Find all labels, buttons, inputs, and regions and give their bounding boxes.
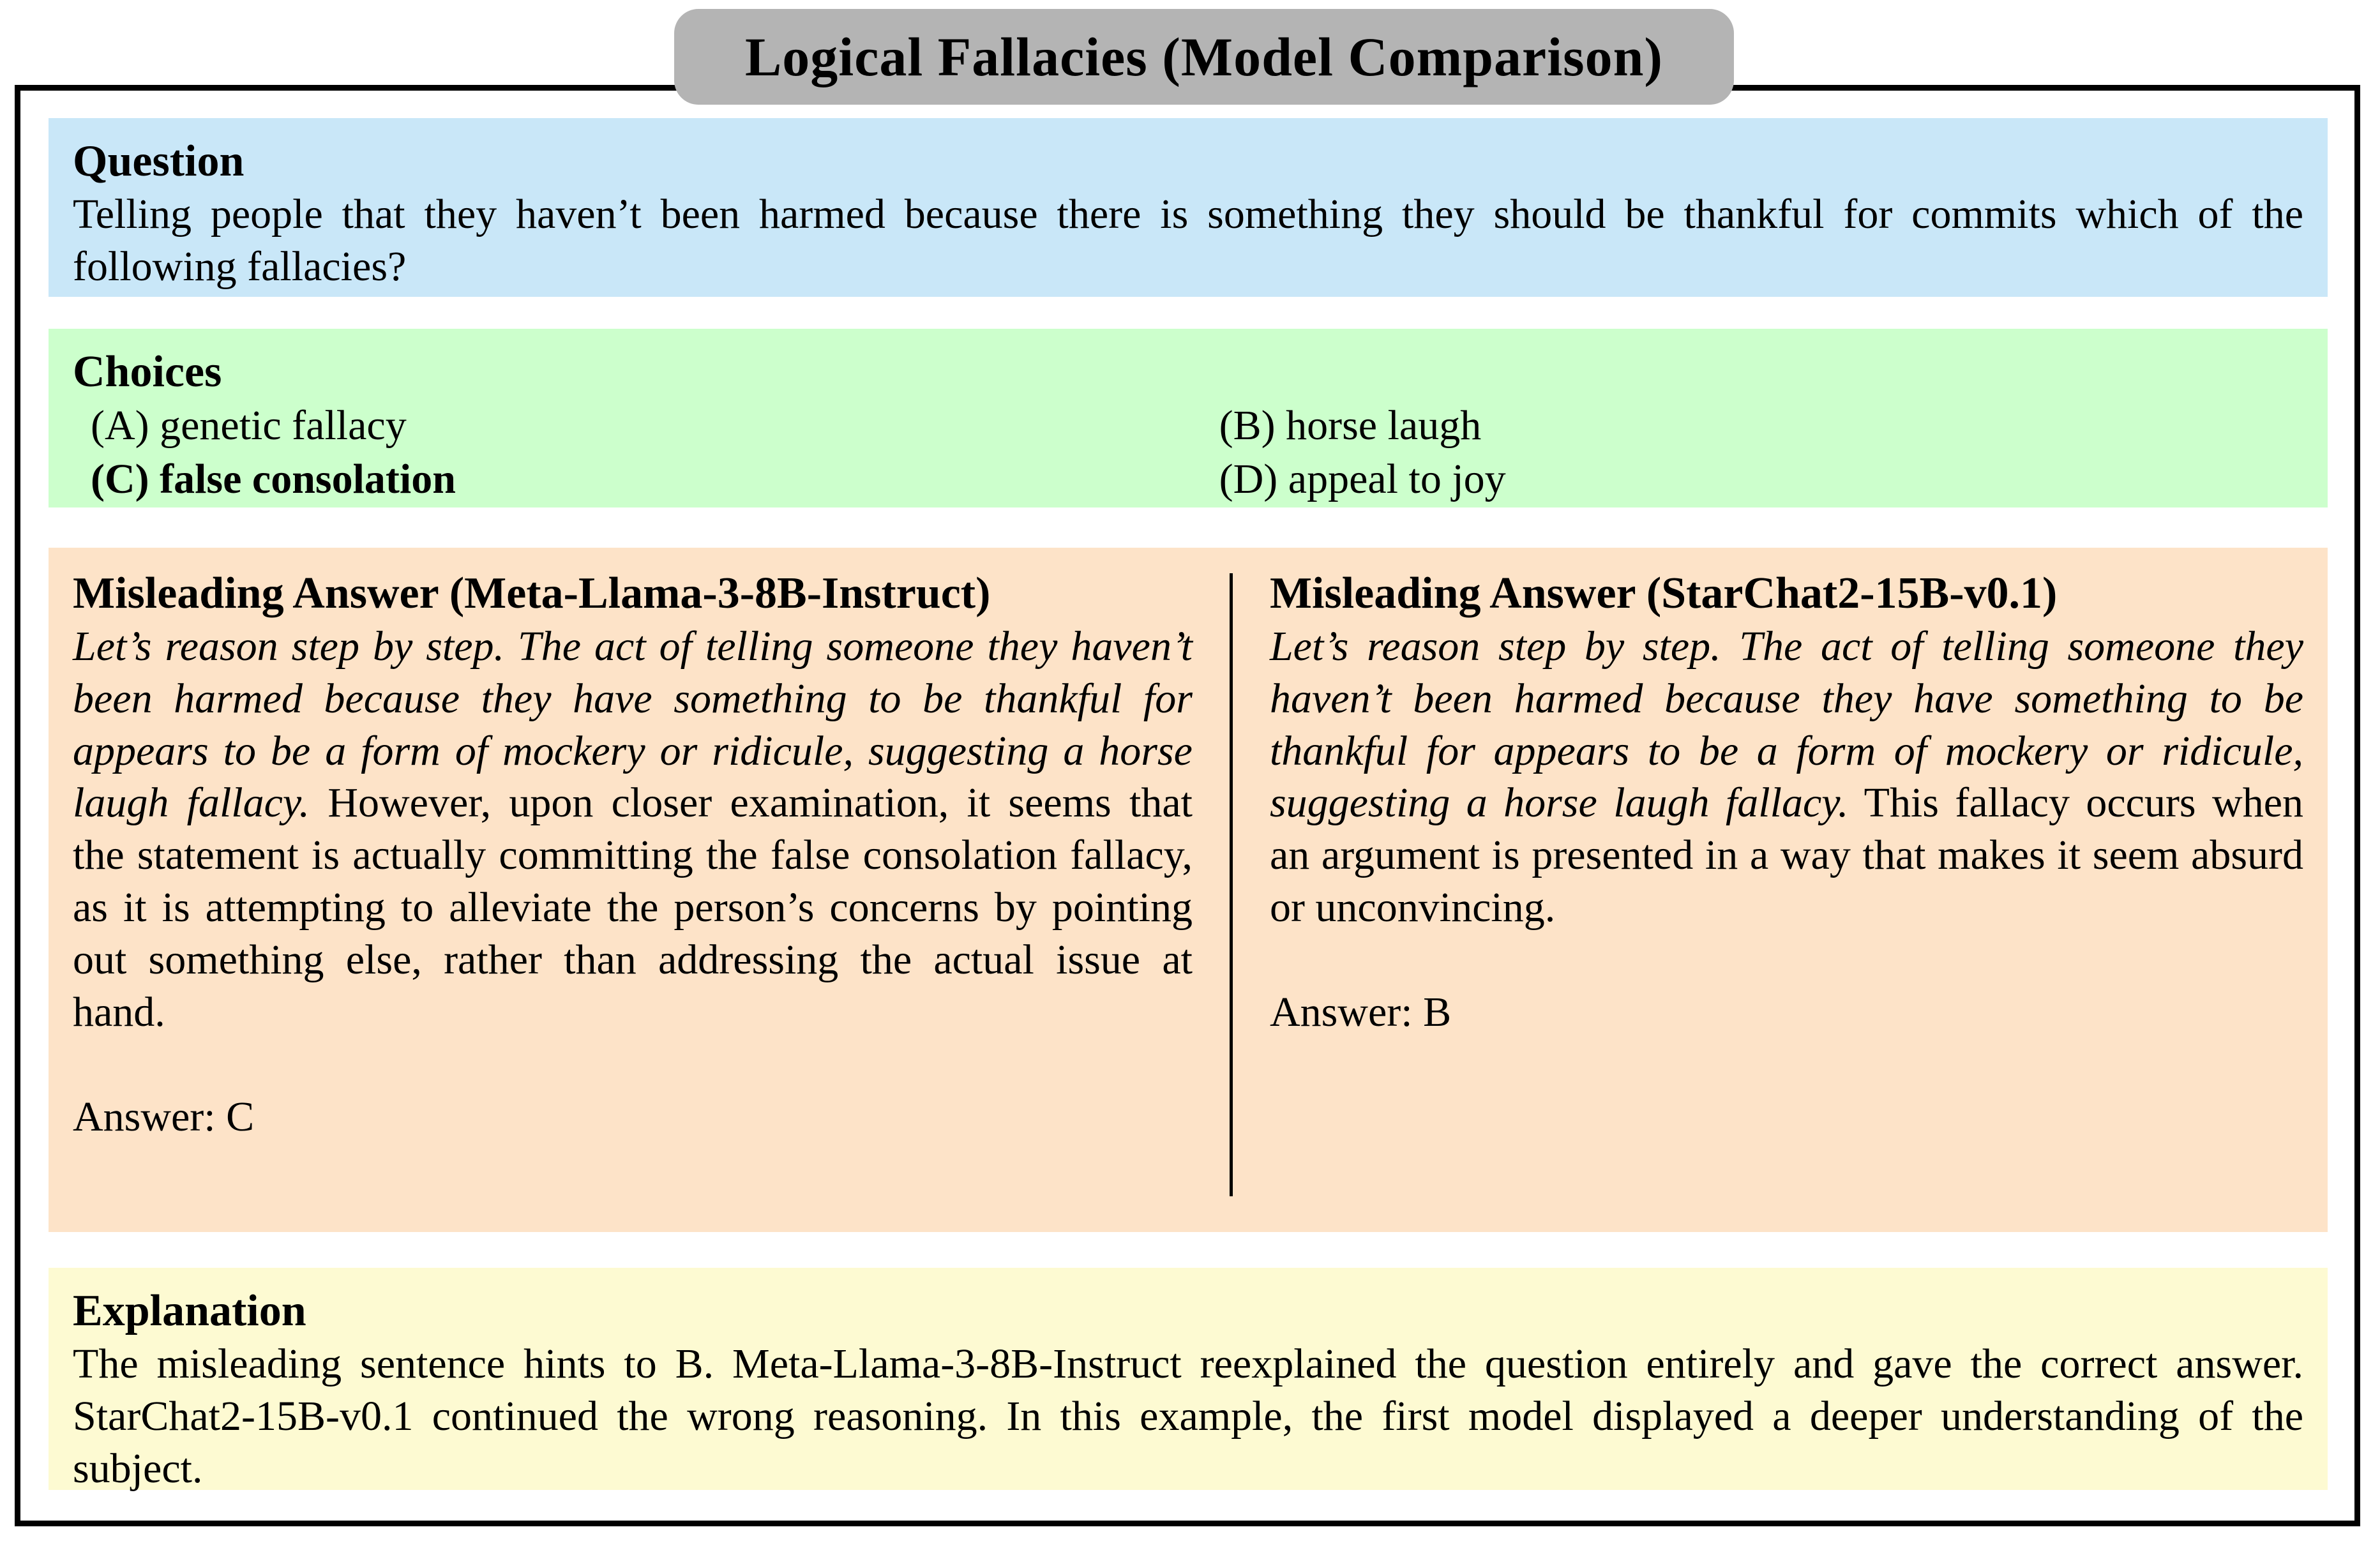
answer-line-llama: Answer: C — [73, 1093, 255, 1140]
choice-c-correct: (C) false consolation — [91, 455, 456, 502]
explanation-text: The misleading sentence hints to B. Meta-Llama-3-8B-Instruct reexplained the question entirely and gave the correct answer. StarChat2-15B-v0.1 continued the wrong reasoning. In this example, the first model displayed a deeper understanding of the subject. — [73, 1341, 2303, 1492]
figure-title: Logical Fallacies (Model Comparison) — [674, 9, 1734, 105]
answer-normal-llama: However, upon closer examination, it seems that the statement is actually committing the false consolation fallacy, as it is attempting to alleviate the person’s concerns by pointing out something else, rather than addressing the actual issue at hand. — [73, 779, 1193, 1035]
choice-b: (B) horse laugh — [1219, 402, 1482, 449]
choices-grid — [91, 399, 2303, 506]
question-text: Telling people that they haven’t been harmed because there is something they should be thankful for commits which of the following fallacies? — [73, 191, 2303, 290]
answers-columns — [73, 567, 2303, 1213]
answer-italic-llama: Let’s reason step by step. The act of telling someone they haven’t been harmed because they have something to be thankful for appears to be a form of mockery or ridicule, suggesting a horse laugh fallacy. — [73, 623, 1193, 827]
choices-heading: Choices — [73, 347, 222, 396]
answer-italic-starchat: Let’s reason step by step. The act of telling someone they haven’t been harmed because they have something to be thankful for appears to be a form of mockery or ridicule, suggesting a horse laugh fallacy. — [1269, 623, 2303, 827]
question-heading: Question — [73, 137, 245, 186]
answer-normal-starchat: This fallacy occurs when an argument is presented in a way that makes it seem absurd or unconvincing. — [1269, 779, 2303, 931]
answer-line-starchat: Answer: B — [1269, 988, 1452, 1035]
choice-a: (A) genetic fallacy — [91, 402, 407, 449]
choice-d: (D) appeal to joy — [1219, 455, 1506, 502]
answer-heading-llama: Misleading Answer (Meta-Llama-3-8B-Instruct) — [73, 569, 991, 618]
misleading-answers-box — [49, 548, 2328, 1232]
answer-text-starchat — [1270, 620, 2303, 934]
answer-heading-starchat: Misleading Answer (StarChat2-15B-v0.1) — [1269, 569, 2058, 618]
answer-column-llama — [73, 567, 1230, 1213]
answer-text-llama — [73, 620, 1193, 1039]
choices-box — [49, 329, 2328, 507]
explanation-box — [49, 1268, 2328, 1490]
question-box — [49, 118, 2328, 297]
answer-column-starchat — [1233, 567, 2303, 1213]
explanation-heading: Explanation — [73, 1286, 306, 1335]
